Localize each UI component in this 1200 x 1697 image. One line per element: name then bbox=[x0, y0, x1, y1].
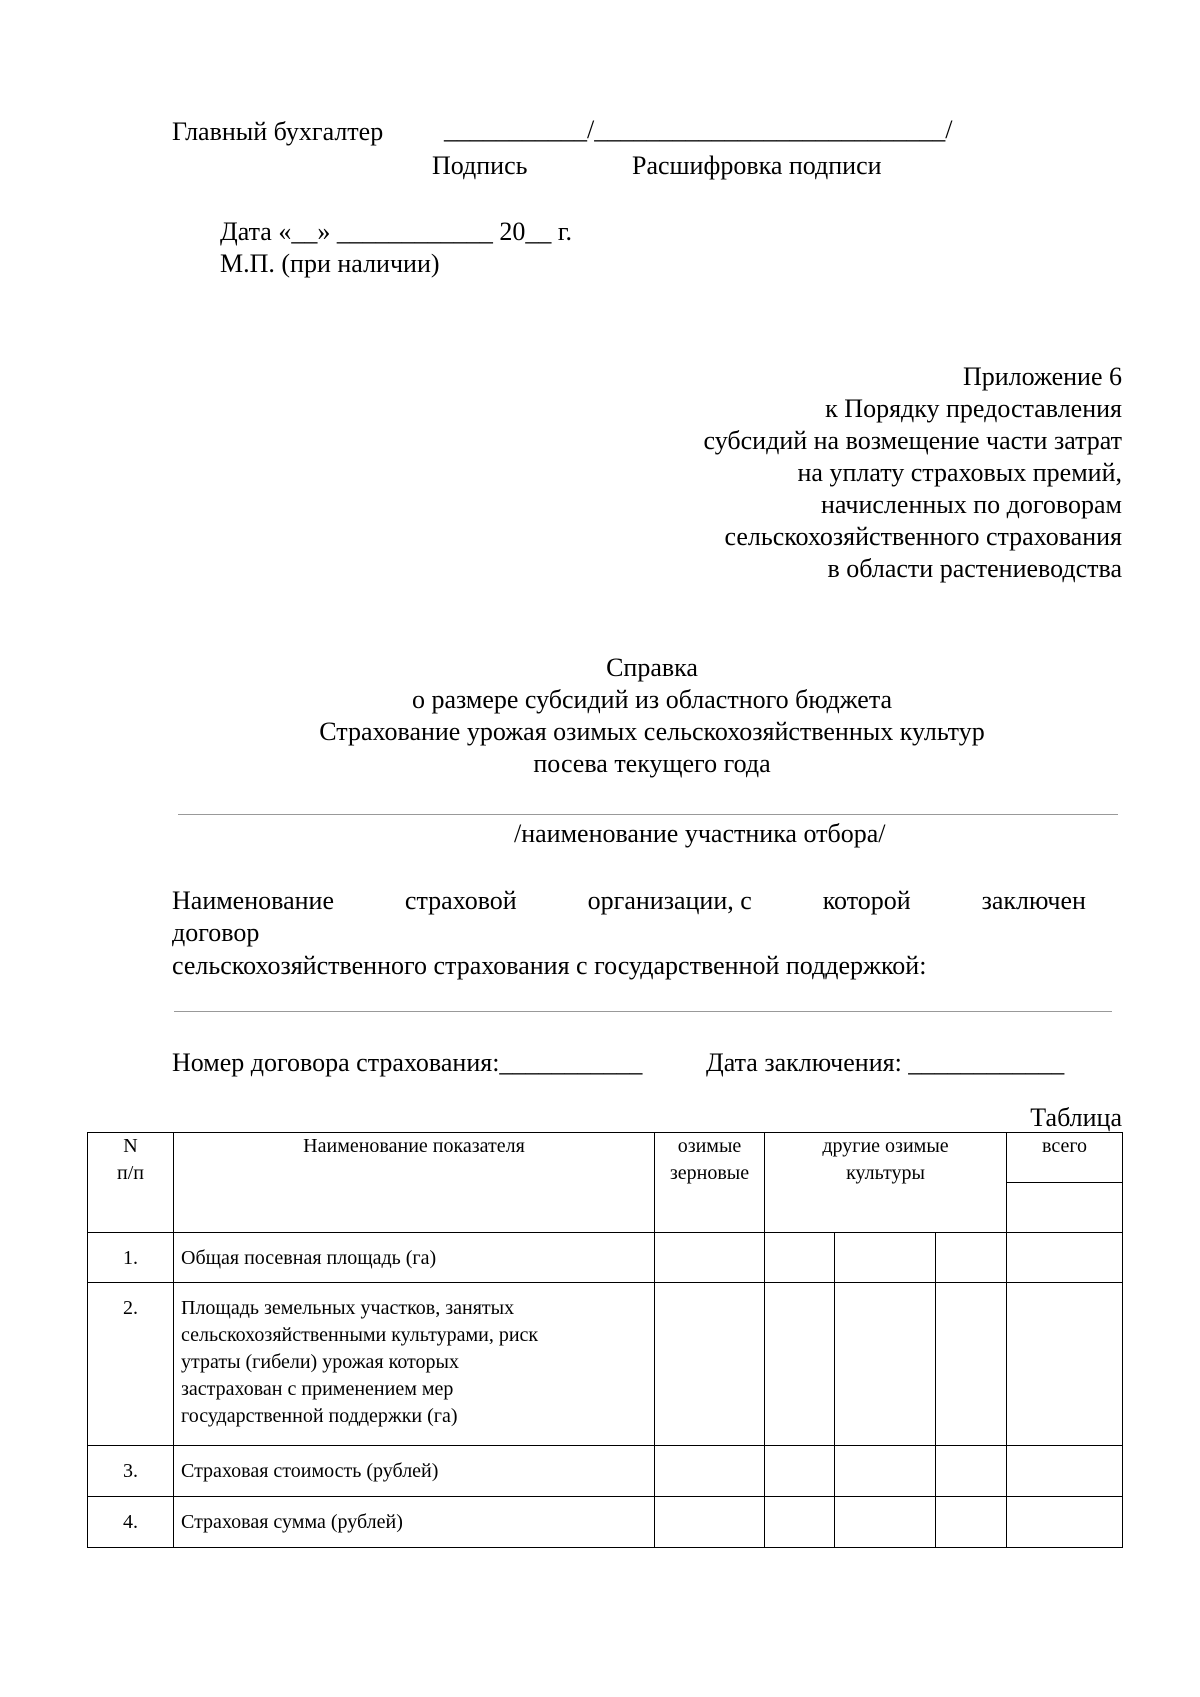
table-cell[interactable] bbox=[1007, 1233, 1123, 1283]
row-name-line: утраты (гибели) урожая которых bbox=[181, 1351, 459, 1373]
insurer-word: заключен bbox=[981, 886, 1086, 915]
appendix-line: субсидий на возмещение части затрат bbox=[703, 426, 1122, 455]
insurer-word: организации, с bbox=[587, 886, 752, 915]
signature-line: ___________/___________________________/ bbox=[444, 115, 953, 144]
table-cell[interactable] bbox=[1007, 1283, 1123, 1446]
contract-number-label: Номер договора страхования:___________ bbox=[172, 1048, 643, 1077]
table-cell[interactable] bbox=[655, 1233, 765, 1283]
header-other-winter bbox=[765, 1133, 1007, 1233]
row-num: 1. bbox=[88, 1233, 174, 1283]
insurer-word: страховой bbox=[404, 886, 517, 915]
table-row bbox=[88, 1233, 1123, 1283]
decoding-caption: Расшифровка подписи bbox=[632, 151, 882, 180]
row-num: 4. bbox=[88, 1497, 174, 1548]
row-num: 2. bbox=[88, 1283, 174, 1446]
row-name: Страховая сумма (рублей) bbox=[174, 1497, 655, 1548]
header-other-winter-line: другие озимые bbox=[822, 1135, 949, 1157]
table-cell[interactable] bbox=[936, 1283, 1007, 1446]
table-cell[interactable] bbox=[835, 1446, 936, 1497]
header-winter-grain-line: зерновые bbox=[669, 1162, 750, 1184]
row-name-line: государственной поддержки (га) bbox=[181, 1405, 458, 1427]
header-total-sub bbox=[1007, 1183, 1123, 1233]
subsidy-table bbox=[87, 1132, 1123, 1548]
table-cell[interactable] bbox=[936, 1233, 1007, 1283]
table-cell[interactable] bbox=[835, 1283, 936, 1446]
table-cell[interactable] bbox=[765, 1283, 835, 1446]
table-cell[interactable] bbox=[1007, 1446, 1123, 1497]
header-other-winter-line: культуры bbox=[846, 1162, 925, 1184]
table-row bbox=[88, 1283, 1123, 1446]
row-num: 3. bbox=[88, 1446, 174, 1497]
title-line: Справка bbox=[606, 653, 698, 682]
appendix-line: Приложение 6 bbox=[962, 362, 1122, 391]
title-line: о размере субсидий из областного бюджета bbox=[411, 685, 893, 714]
table-cell[interactable] bbox=[936, 1497, 1007, 1548]
table-cell[interactable] bbox=[765, 1446, 835, 1497]
appendix-line: сельскохозяйственного страхования bbox=[724, 522, 1122, 551]
document-title bbox=[172, 652, 1132, 780]
header-winter-grain bbox=[655, 1133, 765, 1233]
contract-date-label: Дата заключения: ____________ bbox=[706, 1048, 1065, 1077]
table-label: Таблица bbox=[1030, 1103, 1122, 1132]
title-line: посева текущего года bbox=[533, 749, 771, 778]
insurer-word: которой bbox=[822, 886, 911, 915]
appendix-block bbox=[704, 361, 1122, 585]
row-name-line: сельскохозяйственными культурами, риск bbox=[181, 1324, 539, 1346]
table-cell[interactable] bbox=[835, 1233, 936, 1283]
header-num-line: п/п bbox=[117, 1162, 144, 1184]
insurer-word: Наименование bbox=[172, 886, 334, 915]
appendix-line: начисленных по договорам bbox=[820, 490, 1122, 519]
insurer-name-line bbox=[174, 1011, 1112, 1012]
insurer-line-1 bbox=[172, 885, 1086, 917]
table-cell[interactable] bbox=[765, 1497, 835, 1548]
table-cell[interactable] bbox=[655, 1283, 765, 1446]
participant-name-line bbox=[178, 814, 1118, 815]
row-name-line: Площадь земельных участков, занятых bbox=[181, 1297, 515, 1319]
table-cell[interactable] bbox=[1007, 1497, 1123, 1548]
table-cell[interactable] bbox=[936, 1446, 1007, 1497]
appendix-line: в области растениеводства bbox=[827, 554, 1122, 583]
chief-accountant-label: Главный бухгалтер bbox=[172, 117, 384, 146]
insurer-line-3: сельскохозяйственного страхования с государственной поддержкой: bbox=[172, 951, 927, 980]
row-name: Страховая стоимость (рублей) bbox=[174, 1446, 655, 1497]
table-row bbox=[88, 1446, 1123, 1497]
signature-caption: Подпись bbox=[432, 151, 528, 180]
row-name: Общая посевная площадь (га) bbox=[174, 1233, 655, 1283]
header-num-line: N bbox=[123, 1135, 138, 1157]
table-cell[interactable] bbox=[765, 1233, 835, 1283]
participant-caption: /наименование участника отбора/ bbox=[514, 819, 886, 848]
header-winter-grain-line: озимые bbox=[677, 1135, 742, 1157]
table-row bbox=[88, 1497, 1123, 1548]
row-name-line: застрахован с применением мер bbox=[181, 1378, 454, 1400]
insurer-line-2: договор bbox=[172, 918, 260, 947]
stamp-label: М.П. (при наличии) bbox=[220, 249, 440, 278]
appendix-line: к Порядку предоставления bbox=[825, 394, 1122, 423]
header-num bbox=[88, 1133, 174, 1233]
date-line: Дата «__» ____________ 20__ г. bbox=[220, 217, 573, 246]
appendix-line: на уплату страховых премий, bbox=[797, 458, 1122, 487]
header-total: всего bbox=[1007, 1133, 1123, 1183]
header-indicator: Наименование показателя bbox=[174, 1133, 655, 1233]
title-line: Страхование урожая озимых сельскохозяйственных культур bbox=[319, 717, 985, 746]
table-cell[interactable] bbox=[835, 1497, 936, 1548]
row-name bbox=[174, 1283, 655, 1446]
table-cell[interactable] bbox=[655, 1446, 765, 1497]
table-cell[interactable] bbox=[655, 1497, 765, 1548]
